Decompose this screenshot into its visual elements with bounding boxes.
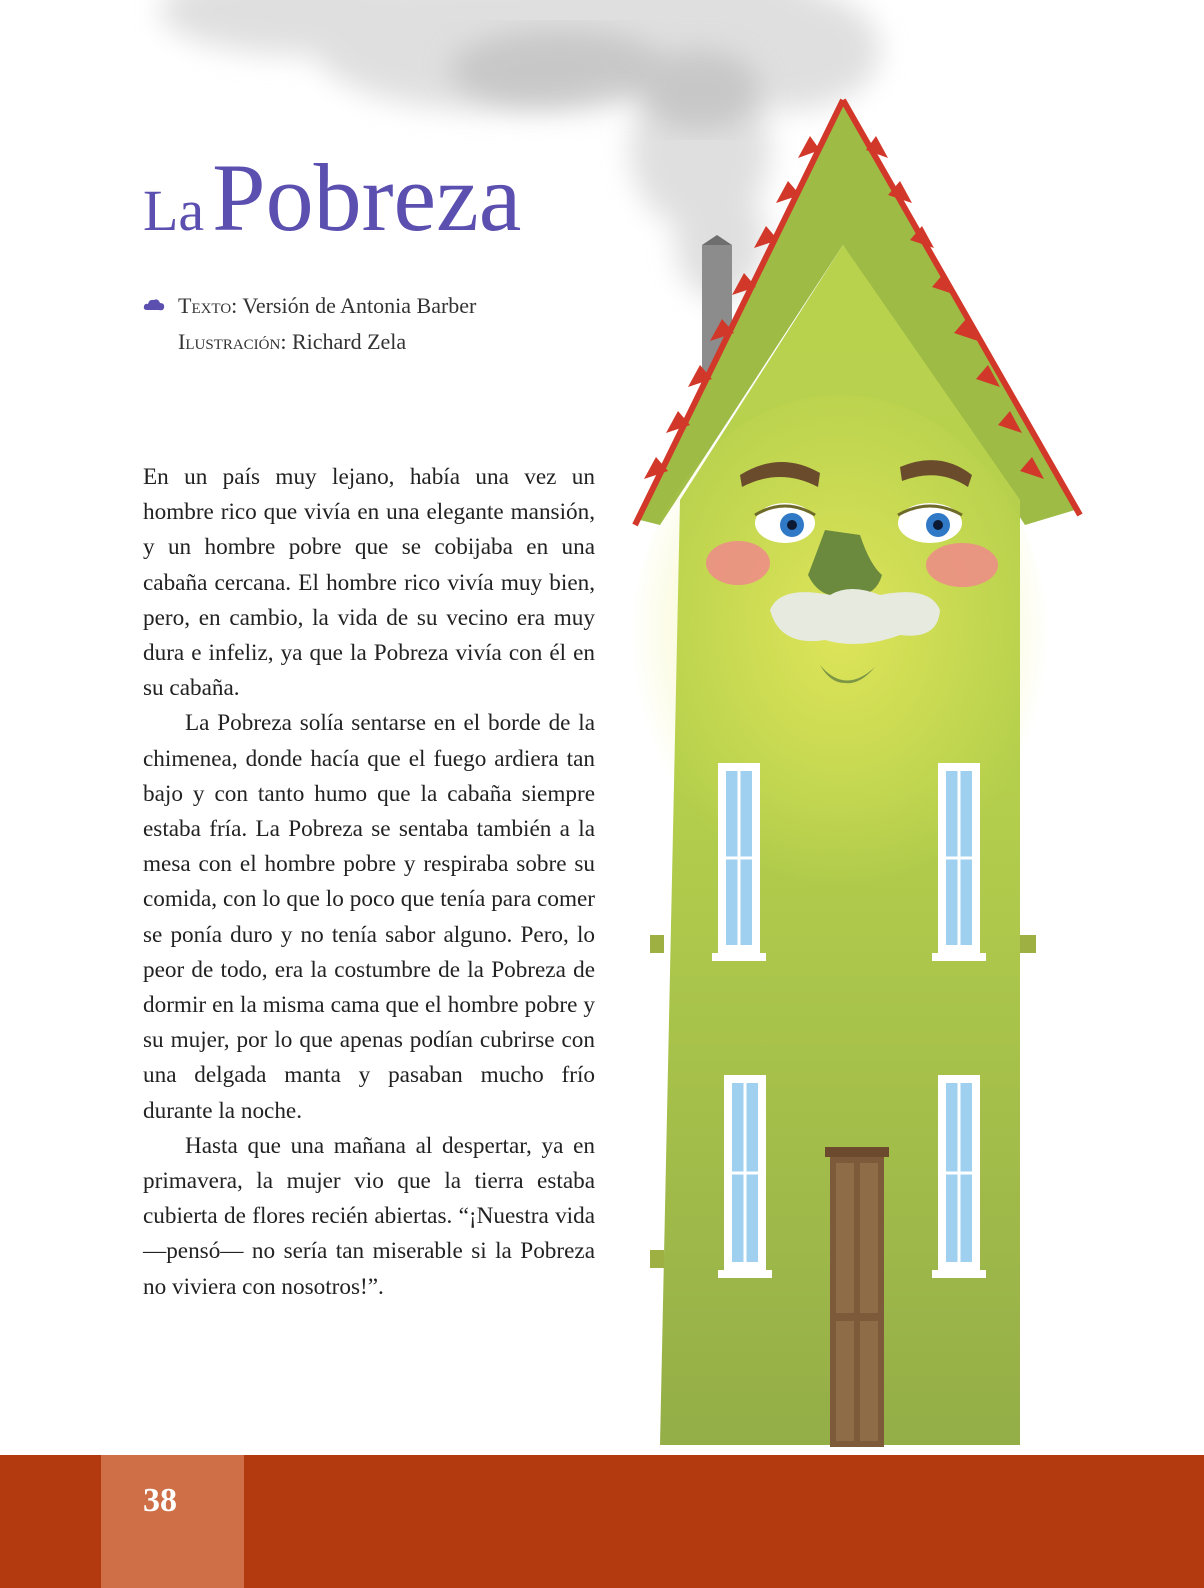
page-number: 38 xyxy=(143,1482,177,1519)
credit-illustration-label: Ilustración: xyxy=(178,329,287,354)
window xyxy=(932,1075,986,1278)
story-paragraph: Hasta que una mañana al despertar, ya en primavera, la mujer vio que la tierra estaba cubierta de flores recién abiertas. “¡Nuestra vida —pensó— no sería tan miserable si la Pobreza no viviera con nosotros!”. xyxy=(143,1132,595,1300)
credit-text-label: Texto: xyxy=(178,293,238,318)
story-paragraph: La Pobreza solía sentarse en el borde de la chimenea, donde hacía que el fuego ardiera tan bajo y con tanto humo que la cabaña siempre estaba fría. La Pobreza se sentaba también a la mesa con el hombre pobre y respiraba sobre su comida, con lo que lo poco que tenía para comer se ponía duro y no tenía sabor alguno. Pero, lo peor de todo, era la costumbre de la Pobreza de dormir en la misma cama que el hombre pobre y su mujer, por lo que apenas podían cubrirse con una delgada manta y pasaban mucho frío durante la noche. xyxy=(143,710,595,1124)
window xyxy=(932,763,986,961)
story-text xyxy=(143,460,595,1305)
page-number-box xyxy=(101,1455,244,1588)
credit-text xyxy=(178,288,476,324)
house-with-face-illustration xyxy=(620,95,1090,1450)
story-paragraph: En un país muy lejano, había una vez un hombre rico que vivía en una elegante mansión, y un hombre pobre que se cobijaba en una cabaña cercana. El hombre rico vivía muy bien, pero, en cambio, la vida de su vecino era muy dura e infeliz, ya que la Pobreza vivía con él en su cabaña. xyxy=(143,464,595,702)
page-title xyxy=(143,144,522,251)
title-article: La xyxy=(143,178,205,243)
title-word: Pobreza xyxy=(212,144,522,251)
credits xyxy=(178,288,476,360)
cloud-bullet-icon xyxy=(143,298,165,314)
cheek xyxy=(926,543,998,587)
door xyxy=(825,1147,889,1447)
cheek xyxy=(706,541,770,585)
credit-text-value: Versión de Antonia Barber xyxy=(242,293,477,318)
window xyxy=(718,1075,772,1278)
credit-illustration-value: Richard Zela xyxy=(291,329,407,354)
credit-illustration xyxy=(178,324,476,360)
window xyxy=(712,763,766,961)
